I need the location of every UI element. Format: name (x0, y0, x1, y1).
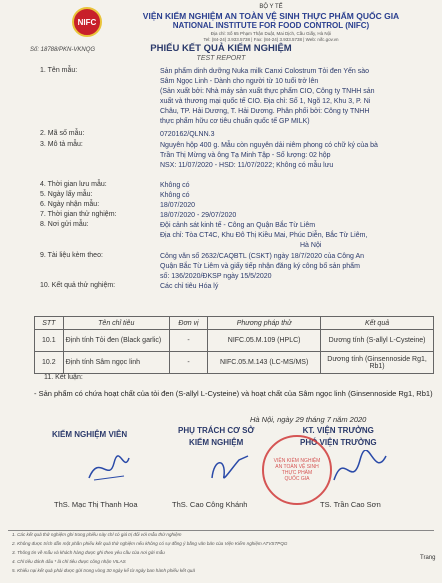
cell-stt: 10.2 (35, 352, 64, 374)
field-label: 4. Thời gian lưu mẫu: (40, 181, 107, 188)
header-result: Kết quả (321, 317, 434, 330)
field-label: 5. Ngày lấy mẫu: (40, 191, 93, 198)
field-value: (Sản xuất bởi: Nhà máy sản xuất thực phẩm CIO, Công ty TNHH sản (160, 88, 375, 95)
field-value: Không có (160, 192, 190, 199)
cell-unit: - (169, 330, 207, 352)
field-value: 18/07/2020 (160, 202, 196, 209)
results-table (34, 316, 434, 374)
institute-name-en: NATIONAL INSTITUTE FOR FOOD CONTROL (NIFC) (172, 21, 370, 30)
field-value: Các chỉ tiêu Hóa lý (160, 283, 219, 290)
signature-title-analyst: KIỂM NGHIỆM VIÊN (52, 430, 128, 439)
field-value: xuất và thương mại quốc tế CIO. Địa chỉ: Số 1, Ngõ 12, Khu 3, P. Ni (160, 98, 371, 105)
report-title: PHIẾU KẾT QUẢ KIỂM NGHIỆM (150, 43, 292, 54)
cell-unit: - (169, 352, 207, 374)
cell-result: Dương tính (Ginsennoside Rg1, Rb1) (321, 352, 434, 374)
field-label: 6. Ngày nhận mẫu: (40, 201, 100, 208)
field-label: 8. Nơi gửi mẫu: (40, 221, 89, 228)
header-test-name: Tên chỉ tiêu (63, 317, 169, 330)
institute-address: Địa chỉ: Số 65 Phạm Thận Duật, Mai Dịch, Cầu Giấy, Hà Nội (210, 31, 332, 36)
field-value: Châu, TP. Hải Dương, T. Hải Dương. Phân phối bởi: Công ty TNHH (160, 108, 370, 115)
field-value: Hà Nội (300, 242, 322, 249)
header-method: Phương pháp thử (208, 317, 321, 330)
nifc-logo: NIFC (72, 7, 102, 37)
field-value: Công văn số 2632/CAQBTL (CSKT) ngày 18/7/2020 của Công An (160, 253, 365, 260)
signature-name-analyst: ThS. Mạc Thị Thanh Hoa (54, 500, 138, 509)
field-value: Đội cảnh sát kinh tế - Công an Quận Bắc Từ Liêm (160, 222, 316, 229)
footnote-3: 3. Thông tin về mẫu và khách hàng được ghi theo yêu cầu của nơi gửi mẫu (12, 550, 165, 555)
field-label: 10. Kết quả thử nghiệm: (40, 282, 116, 289)
field-value: 18/07/2020 - 29/07/2020 (160, 212, 237, 219)
footnote-1: 1. Các kết quả thử nghiệm ghi trong phiếu này chỉ có giá trị đối với mẫu thử nghiệm (12, 532, 182, 537)
field-value: NSX: 11/07/2020 - HSD: 11/07/2022; Không có mẫu lưu (160, 162, 334, 169)
footnote-divider (8, 530, 434, 531)
institute-contact: Tel: (84-24) 3.933.5738 | Fax: (84-24) 3.933.5738 | Web: nifc.gov.vn (203, 37, 339, 42)
footnote-5: 5. Khiếu nại kết quả phải được gửi trong vòng 30 ngày kể từ ngày ban hành phiếu kết quả (12, 568, 195, 573)
cell-result: Dương tính (S-allyl L-Cysteine) (321, 330, 434, 352)
document-number: Số: 18788/PKN-VKNQG (30, 47, 96, 53)
cell-stt: 10.1 (35, 330, 64, 352)
field-value: thực phẩm hữu cơ tiêu chuẩn quốc tế GP MILK) (160, 118, 310, 125)
report-subtitle: TEST REPORT (196, 55, 246, 62)
signature-title-lab-head: PHỤ TRÁCH CƠ SỞ KIỂM NGHIỆM (178, 426, 255, 447)
signature-name-director: TS. Trần Cao Sơn (320, 500, 381, 509)
signature-name-lab-head: ThS. Cao Công Khánh (172, 500, 248, 509)
field-label: 3. Mô tả mẫu: (40, 141, 83, 148)
footnote-4: 4. Chỉ tiêu đánh dấu * là chỉ tiêu được công nhận VILAS (12, 559, 126, 564)
field-value: Sản phẩm dinh dưỡng Nuka milk Canxi Colostrum Tỏi đen Yến sào (160, 68, 370, 75)
field-label: 1. Tên mẫu: (40, 67, 78, 74)
cell-test-name: Định tính Tỏi đen (Black garlic) (63, 330, 169, 352)
signature-director (330, 450, 390, 490)
header-stt: STT (35, 317, 64, 330)
footnote-2: 2. Không được trích dẫn một phần phiếu kết quả thử nghiệm nếu không có sự đồng ý bằng văn bản của Viện Kiểm nghiệm ATVSTPQG (12, 541, 288, 546)
field-value: Địa chỉ: Tòa CT4C, Khu Đô Thị Kiều Mai, Phúc Diễn, Bắc Từ Liêm, (160, 232, 368, 239)
table-row (35, 352, 434, 374)
signature-analyst (84, 448, 134, 488)
field-value: Quận Bắc Từ Liêm và giấy tiếp nhận đăng ký công bố sản phẩm (160, 263, 360, 270)
field-label: 7. Thời gian thử nghiệm: (40, 211, 117, 218)
ministry-name: BỘ Y TẾ (259, 4, 283, 10)
field-value: Không có (160, 182, 190, 189)
page-label: Trang (420, 555, 436, 561)
table-header-row (35, 317, 434, 330)
field-label: 2. Mã số mẫu: (40, 130, 85, 137)
institute-stamp: VIỆN KIỂM NGHIỆM AN TOÀN VỆ SINH THỰC PHẨM QUỐC GIA (262, 435, 332, 505)
conclusion-text: - Sản phẩm có chứa hoạt chất của tỏi đen (S-allyl L-Cysteine) và hoạt chất của Sâm ngọc linh (Ginsennoside Rg1, Rb1) (34, 389, 433, 398)
header-unit: Đơn vị (169, 317, 207, 330)
conclusion-label: 11. Kết luận: (44, 374, 83, 381)
signing-date: Hà Nội, ngày 29 tháng 7 năm 2020 (250, 415, 367, 424)
field-label: 9. Tài liệu kèm theo: (40, 252, 103, 259)
field-value: số: 136/2020/ĐKSP ngày 15/5/2020 (160, 273, 272, 280)
cell-method: NIFC.05.M.143 (LC-MS/MS) (208, 352, 321, 374)
institute-name-vn: VIỆN KIỂM NGHIỆM AN TOÀN VỆ SINH THỰC PHẨM QUỐC GIA (142, 11, 400, 21)
signature-title-director: KT. VIỆN TRƯỞNG PHÓ VIỆN TRƯỞNG (300, 426, 377, 447)
field-value: Trần Thị Mừng và ông Tạ Minh Tập - Số lượng: 02 hộp (160, 152, 331, 159)
cell-test-name: Định tính Sâm ngọc linh (63, 352, 169, 374)
field-value: 0720162/QLNN.3 (160, 131, 215, 138)
table-row (35, 330, 434, 352)
field-value: Nguyên hộp 400 g. Mẫu còn nguyên dải niêm phong có chữ ký của bà (160, 142, 378, 149)
cell-method: NIFC.05.M.109 (HPLC) (208, 330, 321, 352)
field-value: Sâm Ngọc Linh - Dành cho người từ 10 tuổi trở lên (160, 78, 319, 85)
signature-lab-head (204, 448, 254, 488)
